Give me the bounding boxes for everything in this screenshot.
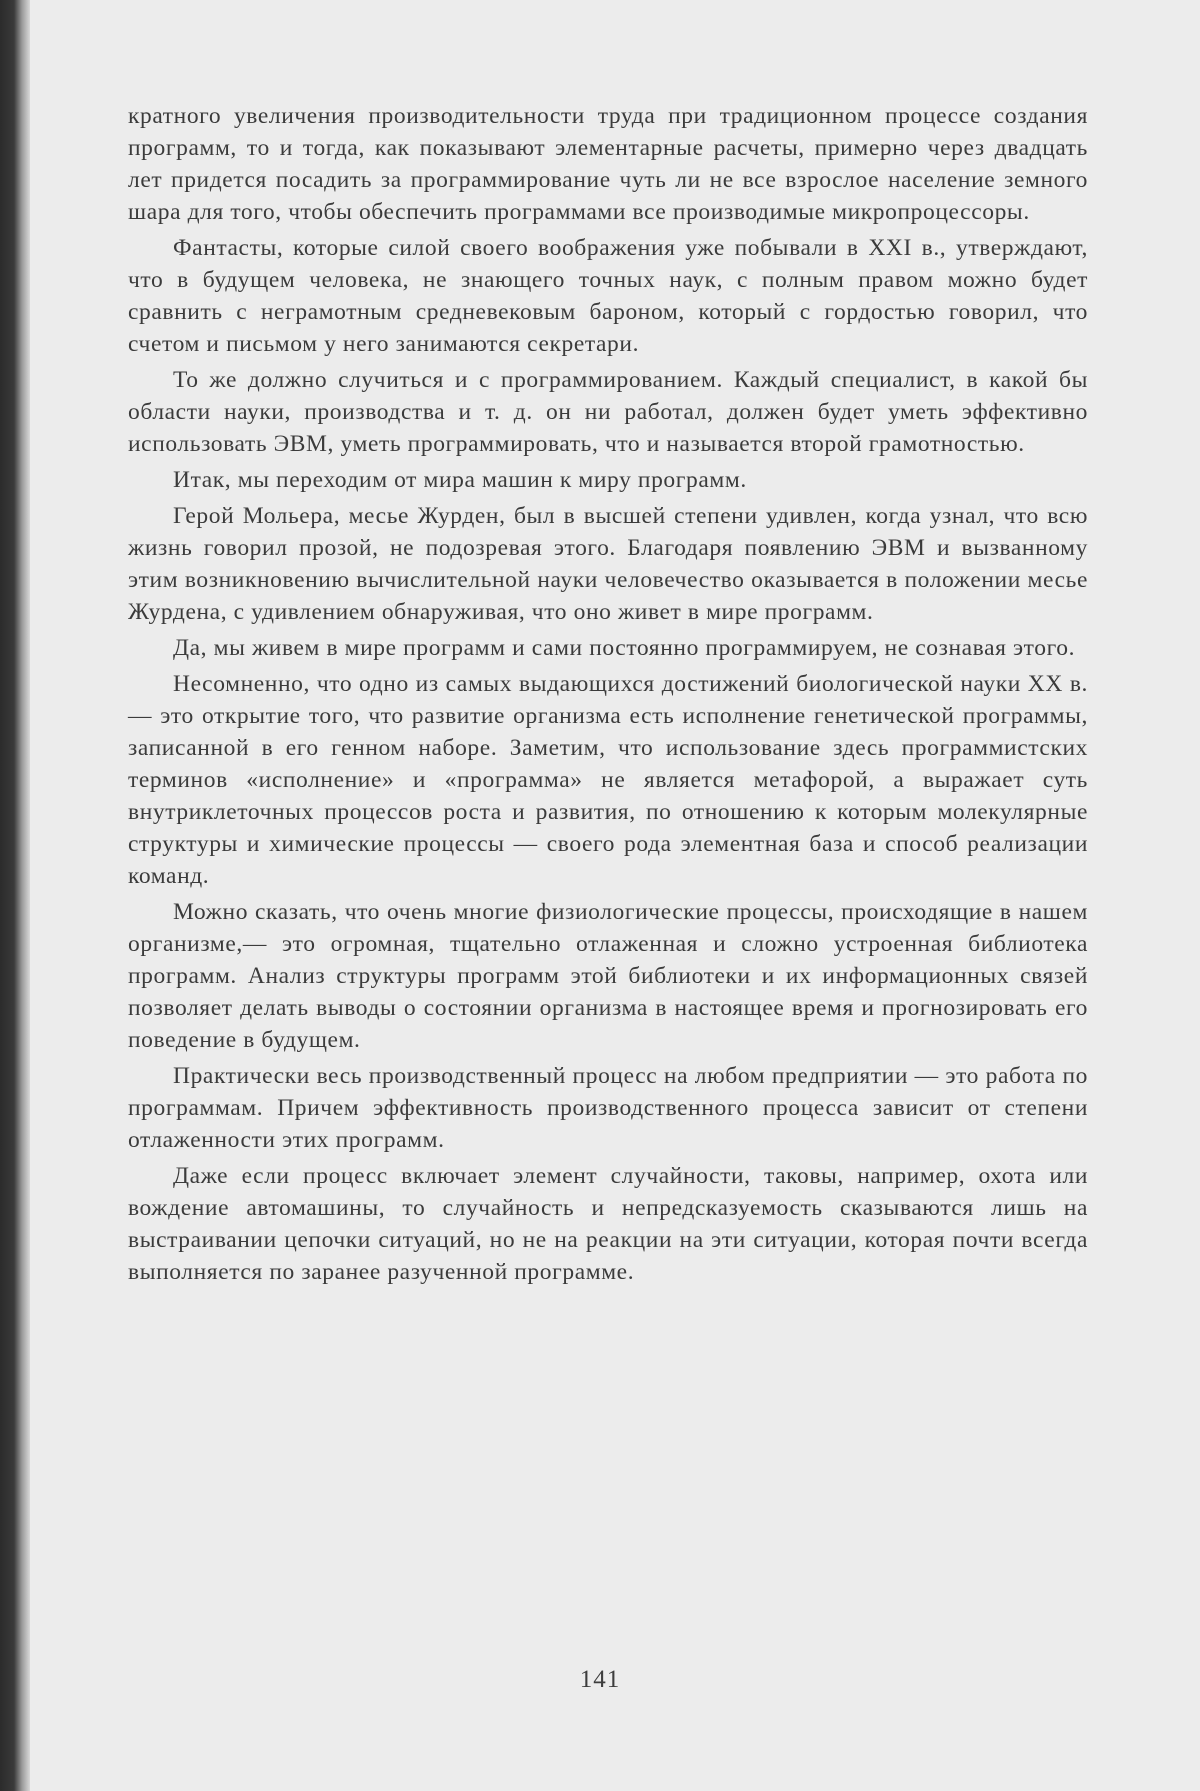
book-spine-shadow xyxy=(0,0,30,1791)
paragraph: Несомненно, что одно из самых выдающихся достижений биологической науки XX в.— это открытие того, что развитие организма есть исполнение генетической программы, записанной в его генном наборе. Заметим, что использование здесь программистских терминов «исполнение» и «программа» не является метафорой, а выражает суть внутриклеточных процессов роста и развития, по отношению к которым молекулярные структуры и химические процессы — своего рода элементная база и способ реализации команд. xyxy=(128,671,1088,889)
paragraph: Практически весь производственный процесс на любом предприятии — это работа по программам. Причем эффективность производственного процесса зависит от степени отлаженности этих программ. xyxy=(128,1063,1088,1153)
paragraph: Да, мы живем в мире программ и сами постоянно программируем, не сознавая этого. xyxy=(173,635,1076,661)
paragraph-continued: кратного увеличения производительности труда при традиционном процессе создания программ, то и тогда, как показывают элементарные расчеты, примерно через двадцать лет придется посадить за программирование чуть ли не все взрослое население земного шара для того, чтобы обеспечить программами все производимые микропроцессоры. xyxy=(128,103,1088,225)
paragraph: Даже если процесс включает элемент случайности, таковы, например, охота или вождение автомашины, то случайность и непредсказуемость сказываются лишь на выстраивании цепочки ситуаций, но не на реакции на эти ситуации, которая почти всегда выполняется по заранее разученной программе. xyxy=(128,1163,1088,1285)
body-text xyxy=(128,100,1088,1292)
page-number: 141 xyxy=(579,1666,621,1693)
paragraph: Фантасты, которые силой своего воображения уже побывали в XXI в., утверждают, что в будущем человека, не знающего точных наук, с полным правом можно будет сравнить с неграмотным средневековым бароном, который с гордостью говорил, что счетом и письмом у него занимаются секретари. xyxy=(128,235,1088,357)
paragraph: Итак, мы переходим от мира машин к миру программ. xyxy=(173,467,747,493)
paragraph: Герой Мольера, месье Журден, был в высшей степени удивлен, когда узнал, что всю жизнь говорил прозой, не подозревая этого. Благодаря появлению ЭВМ и вызванному этим возникновению вычислительной науки человечество оказывается в положении месье Журдена, с удивлением обнаруживая, что оно живет в мире программ. xyxy=(128,503,1088,625)
paragraph: Можно сказать, что очень многие физиологические процессы, происходящие в нашем организме,— это огромная, тщательно отлаженная и сложно устроенная библиотека программ. Анализ структуры программ этой библиотеки и их информационных связей позволяет делать выводы о состоянии организма в настоящее время и прогнозировать его поведение в будущем. xyxy=(128,899,1088,1053)
paragraph: То же должно случиться и с программированием. Каждый специалист, в какой бы области науки, производства и т. д. он ни работал, должен будет уметь эффективно использовать ЭВМ, уметь программировать, что и называется второй грамотностью. xyxy=(128,367,1088,457)
